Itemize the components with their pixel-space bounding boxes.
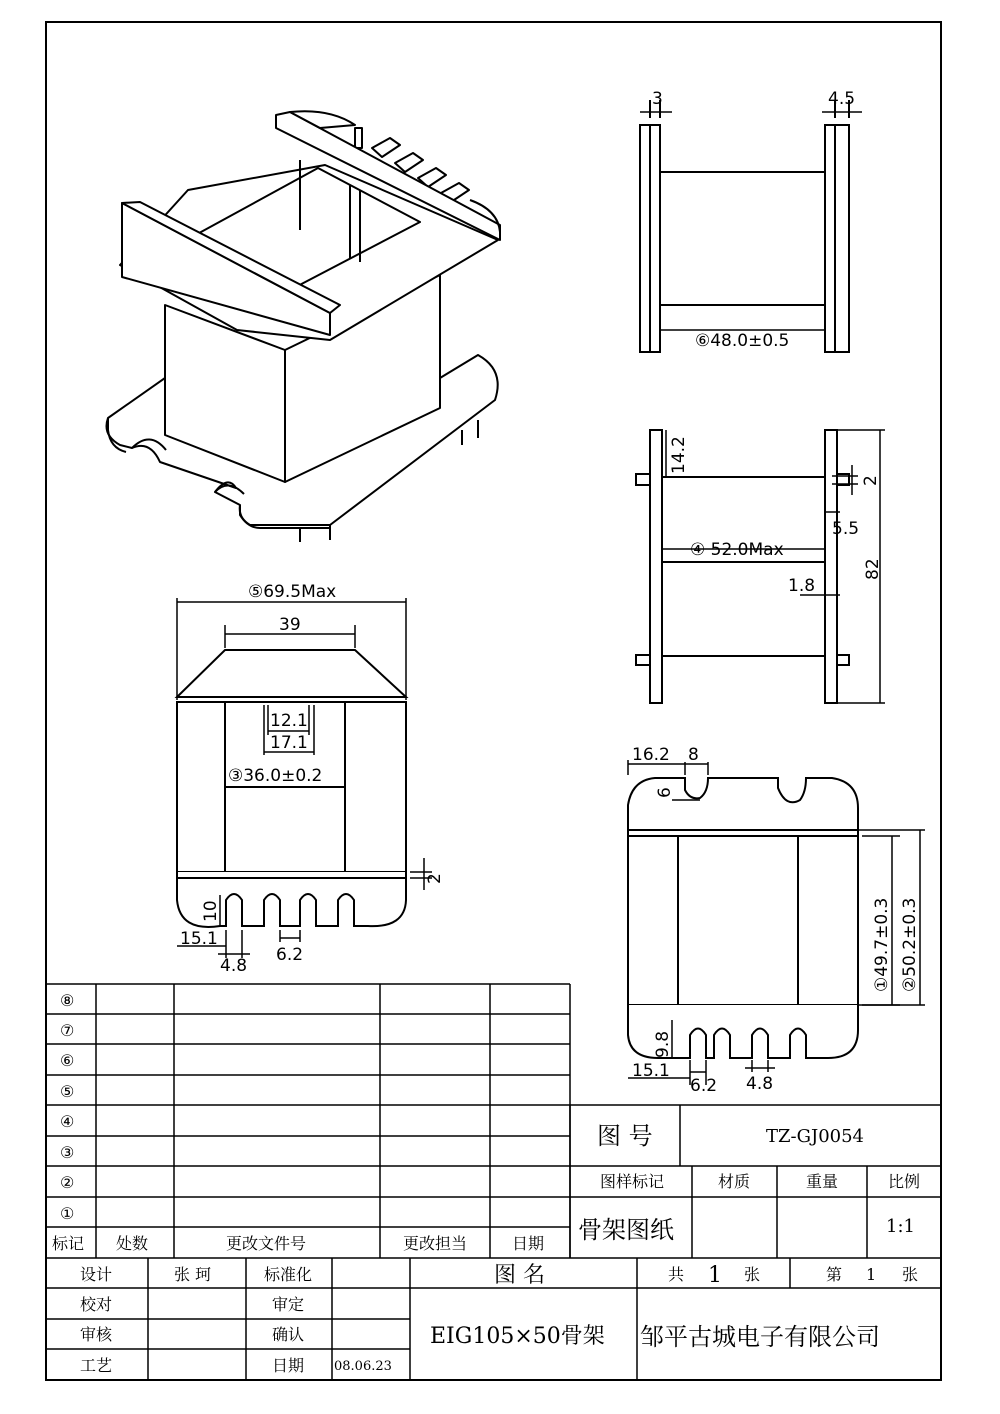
dim-2-b: 2 [425, 873, 445, 884]
sheet-unit-b: 张 [902, 1265, 919, 1284]
dim-15-1-a: 15.1 [180, 929, 218, 949]
dim-36: ③36.0±0.2 [228, 766, 323, 786]
date-label: 日期 [272, 1356, 305, 1375]
dim-17-1: 17.1 [270, 733, 308, 753]
review-label: 审核 [80, 1325, 113, 1344]
scale-value: 1:1 [886, 1216, 915, 1237]
sheet-label: 第 [826, 1265, 843, 1284]
rev-row-5: ⑤ [60, 1082, 75, 1101]
dim-48: ⑥48.0±0.5 [695, 331, 790, 351]
approve-label: 审定 [272, 1295, 305, 1314]
check-label: 校对 [80, 1295, 113, 1314]
dim-12-1: 12.1 [270, 711, 308, 731]
drawing-name-label: 图 名 [494, 1263, 545, 1288]
sheet-unit-a: 张 [744, 1265, 761, 1284]
part-name: EIG105×50骨架 [430, 1324, 605, 1349]
sample-mark-label: 图样标记 [600, 1172, 665, 1191]
rev-header-date: 日期 [512, 1234, 545, 1253]
rev-row-3: ③ [60, 1143, 75, 1162]
side-view-top [640, 100, 862, 352]
dim-4-5: 4.5 [828, 89, 856, 109]
dim-14-2: 14.2 [669, 436, 689, 474]
rev-header-count: 处数 [116, 1234, 149, 1253]
rev-row-6: ⑥ [60, 1051, 75, 1070]
design-label: 设计 [80, 1265, 113, 1284]
dim-8: 8 [688, 745, 699, 765]
dim-5-5: 5.5 [832, 519, 860, 539]
dim-4-8-a: 4.8 [220, 956, 248, 976]
dim-2-a: 2 [861, 475, 881, 486]
scale-label: 比例 [888, 1172, 921, 1191]
weight-label: 重量 [806, 1172, 839, 1191]
dim-69-5: ⑤69.5Max [248, 582, 337, 602]
dim-6-2-b: 6.2 [690, 1076, 718, 1096]
rev-row-2: ② [60, 1173, 75, 1192]
rev-row-7: ⑦ [60, 1021, 75, 1040]
dim-39: 39 [279, 615, 301, 635]
dim-4-8-b: 4.8 [746, 1074, 774, 1094]
sheet-number: 1 [866, 1265, 877, 1284]
drawing-number-label: 图 号 [597, 1122, 653, 1150]
designer-name: 张 珂 [174, 1265, 212, 1284]
total-count: 1 [708, 1263, 722, 1288]
document-type: 骨架图纸 [578, 1216, 674, 1244]
dim-10: 10 [201, 900, 221, 922]
dim-1-8: 1.8 [788, 576, 816, 596]
date-value: 08.06.23 [334, 1359, 392, 1374]
rev-row-8: ⑧ [60, 991, 75, 1010]
dim-6: 6 [655, 787, 675, 798]
dim-49-7: ①49.7±0.3 [872, 897, 892, 992]
process-label: 工艺 [80, 1356, 113, 1375]
company-name: 邹平古城电子有限公司 [640, 1323, 880, 1351]
total-label: 共 [668, 1265, 685, 1284]
rev-row-4: ④ [60, 1112, 75, 1131]
material-label: 材质 [718, 1172, 751, 1191]
dim-50-2: ②50.2±0.3 [900, 897, 920, 992]
rev-header-mark: 标记 [52, 1234, 85, 1253]
dim-3: 3 [652, 89, 663, 109]
isometric-view [107, 111, 501, 542]
rev-header-doc: 更改文件号 [226, 1234, 307, 1253]
dim-6-2-a: 6.2 [276, 945, 304, 965]
standardization-label: 标准化 [264, 1265, 313, 1284]
confirm-label: 确认 [272, 1325, 305, 1344]
drawing-number: TZ-GJ0054 [766, 1126, 864, 1147]
dim-82: 82 [863, 558, 883, 580]
rev-header-owner: 更改担当 [403, 1234, 468, 1253]
rev-row-1: ① [60, 1204, 75, 1223]
dim-9-8: 9.8 [653, 1030, 673, 1058]
dim-15-1-b: 15.1 [632, 1061, 670, 1081]
dim-16-2: 16.2 [632, 745, 670, 765]
revision-table-grid [46, 984, 570, 1258]
dim-52: ④ 52.0Max [690, 540, 784, 560]
